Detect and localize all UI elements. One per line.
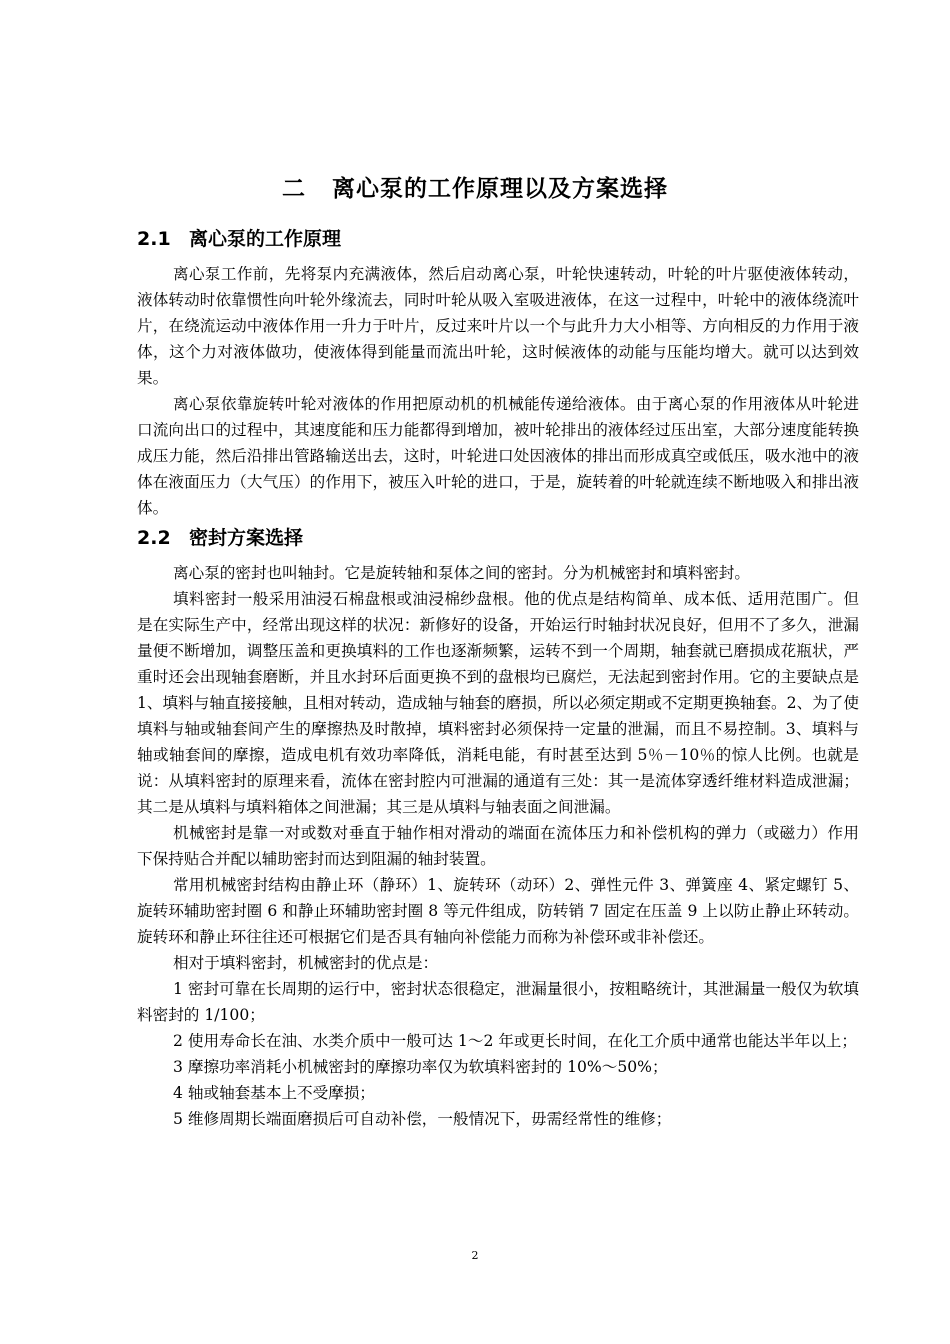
section-title: 离心泵的工作原理: [189, 228, 342, 250]
list-item: 3 摩擦功率消耗小机械密封的摩擦功率仅为软填料密封的 10%～50%；: [173, 1058, 668, 1076]
paragraph: 离心泵依靠旋转叶轮对液体的作用把原动机的机械能传递给液体。由于离心泵的作用液体从叶轮进口流向出口的过程中，其速度能和压力能都得到增加，被叶轮排出的液体经过压出室，大部分速度能转换成压力能，然后沿排出管路输送出去，这时，叶轮进口处因液体的排出而形成真空或低压，吸水池中的液体在液面压力（大气压）的作用下，被压入叶轮的进口，于是，旋转着的叶轮就连续不断地吸入和排出液体。: [137, 395, 859, 517]
chapter-title-text: 离心泵的工作原理以及方案选择: [332, 176, 668, 202]
paragraph: 离心泵工作前，先将泵内充满液体，然后启动离心泵，叶轮快速转动，叶轮的叶片驱使液体转动，液体转动时依靠惯性向叶轮外缘流去，同时叶轮从吸入室吸进液体，在这一过程中，叶轮中的液体绕流叶片，在绕流运动中液体作用一升力于叶片，反过来叶片以一个与此升力大小相等、方向相反的力作用于液体，这个力对液体做功，使液体得到能量而流出叶轮，这时候液体的动能与压能均增大。就可以达到效果。: [137, 265, 859, 387]
section-body-2-2: [137, 560, 859, 1132]
paragraph: 常用机械密封结构由静止环（静环）1、旋转环（动环）2、弹性元件 3、弹簧座 4、紧定螺钉 5、旋转环辅助密封圈 6 和静止环辅助密封圈 8 等元件组成，防转销 7 固定在压盖 9 上以防止静止环转动。旋转环和静止环往往还可根据它们是否具有轴向补偿能力而称为补偿环或非补偿还。: [137, 876, 859, 946]
section-body-2-1: [137, 261, 859, 521]
list-item: 4 轴或轴套基本上不受摩损；: [173, 1084, 376, 1102]
page-number: 2: [471, 1249, 479, 1262]
section-number: 2.2: [137, 527, 171, 549]
section-number: 2.1: [137, 228, 171, 250]
paragraph: 相对于填料密封，机械密封的优点是：: [173, 954, 439, 972]
paragraph: 机械密封是靠一对或数对垂直于轴作相对滑动的端面在流体压力和补偿机构的弹力（或磁力）作用下保持贴合并配以辅助密封而达到阻漏的轴封装置。: [137, 824, 859, 868]
paragraph: 填料密封一般采用油浸石棉盘根或油浸棉纱盘根。他的优点是结构简单、成本低、适用范围广。但是在实际生产中，经常出现这样的状况：新修好的设备，开始运行时轴封状况良好，但用不了多久，泄漏量便不断增加，调整压盖和更换填料的工作也逐渐频繁，运转不到一个周期，轴套就已磨损成花瓶状，严重时还会出现轴套磨断，并且水封环后面更换不到的盘根均已腐烂，无法起到密封作用。它的主要缺点是 1、填料与轴直接接触，且相对转动，造成轴与轴套的磨损，所以必须定期或不定期更换轴套。2、为了使填料与轴或轴套间产生的摩擦热及时散掉，填料密封必须保持一定量的泄漏，而且不易控制。3、填料与轴或轴套间的摩擦，造成电机有效功率降低，消耗电能，有时甚至达到 5％－10％的惊人比例。也就是说：从填料密封的原理来看，流体在密封腔内可泄漏的通道有三处：其一是流体穿透纤维材料造成泄漏；其二是从填料与填料箱体之间泄漏；其三是从填料与轴表面之间泄漏。: [137, 590, 859, 816]
list-item: 1 密封可靠在长周期的运行中，密封状态很稳定，泄漏量很小，按粗略统计，其泄漏量一般仅为软填料密封的 1/100；: [137, 980, 859, 1024]
paragraph: 离心泵的密封也叫轴封。它是旋转轴和泵体之间的密封。分为机械密封和填料密封。: [173, 564, 750, 582]
list-item: 5 维修周期长端面磨损后可自动补偿，一般情况下，毋需经常性的维修；: [173, 1110, 672, 1128]
section-title: 密封方案选择: [189, 527, 304, 549]
section-heading-2-1: [137, 224, 341, 251]
section-heading-2-2: [137, 523, 303, 550]
list-item: 2 使用寿命长在油、水类介质中一般可达 1～2 年或更长时间，在化工介质中通常也能达半年以上；: [173, 1032, 857, 1050]
chapter-number: 二: [282, 176, 306, 202]
chapter-title: [0, 170, 950, 203]
